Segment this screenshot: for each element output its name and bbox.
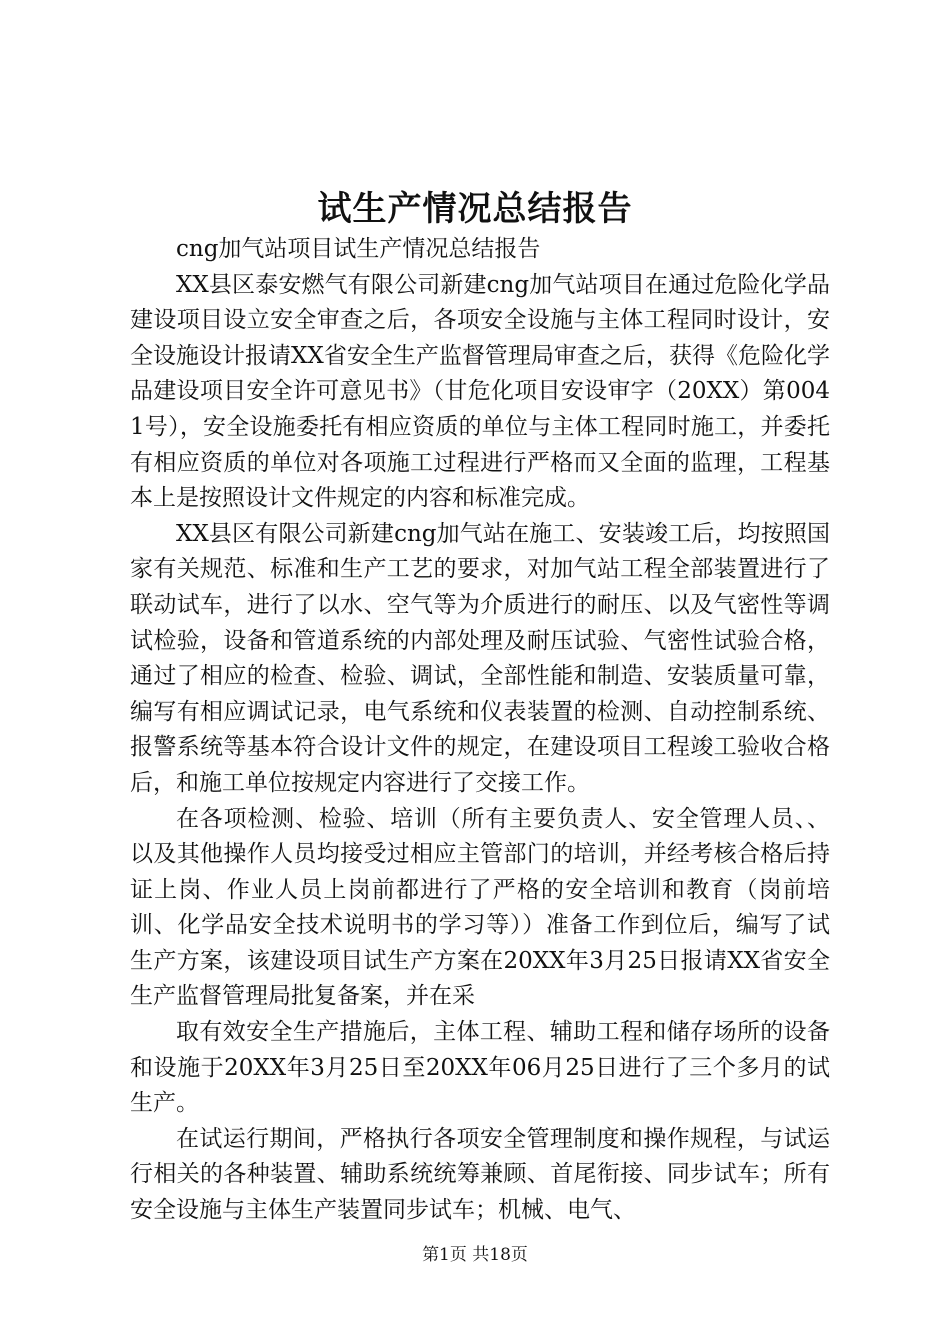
paragraph: 取有效安全生产措施后，主体工程、辅助工程和储存场所的设备和设施于20XX年3月25日至20XX年06月25日进行了三个多月的试生产。 (130, 1019, 830, 1117)
paragraph: XX县区有限公司新建cng加气站在施工、安装竣工后，均按照国家有关规范、标准和生产工艺的要求，对加气站工程全部装置进行了联动试车，进行了以水、空气等为介质进行的耐压、以及气密性等调试检验，设备和管道系统的内部处理及耐压试验、气密性试验合格，通过了相应的检查、检验、调试，全部性能和制造、安装质量可靠，编写有相应调试记录，电气系统和仪表装置的检测、自动控制系统、报警系统等基本符合设计文件的规定，在建设项目工程竣工验收合格后，和施工单位按规定内容进行了交接工作。 (130, 520, 830, 796)
paragraph: 在各项检测、检验、培训（所有主要负责人、安全管理人员、、以及其他操作人员均接受过相应主管部门的培训，并经考核合格后持证上岗、作业人员上岗前都进行了严格的安全培训和教育（岗前培训、化学品安全技术说明书的学习等））准备工作到位后，编写了试生产方案，该建设项目试生产方案在20XX年3月25日报请XX省安全生产监督管理局批复备案，并在采 (130, 805, 830, 1010)
paragraph: XX县区泰安燃气有限公司新建cng加气站项目在通过危险化学品建设项目设立安全审查之后，各项安全设施与主体工程同时设计，安全设施设计报请XX省安全生产监督管理局审查之后，获得《危险化学品建设项目安全许可意见书》（甘危化项目安设审字（20XX）第0041号），安全设施委托有相应资质的单位与主体工程同时施工，并委托有相应资质的单位对各项施工过程进行严格而又全面的监理，工程基本上是按照设计文件规定的内容和标准完成。 (130, 271, 830, 512)
page-number-footer: 第1页 共18页 (422, 1245, 528, 1265)
paragraph: 在试运行期间，严格执行各项安全管理制度和操作规程，与试运行相关的各种装置、辅助系统统筹兼顾、首尾衔接、同步试车；所有安全设施与主体生产装置同步试车；机械、电气、 (130, 1125, 830, 1224)
document-body (130, 232, 830, 1229)
paragraph-subtitle: cng加气站项目试生产情况总结报告 (176, 236, 541, 262)
document-title: 试生产情况总结报告 (317, 189, 633, 229)
